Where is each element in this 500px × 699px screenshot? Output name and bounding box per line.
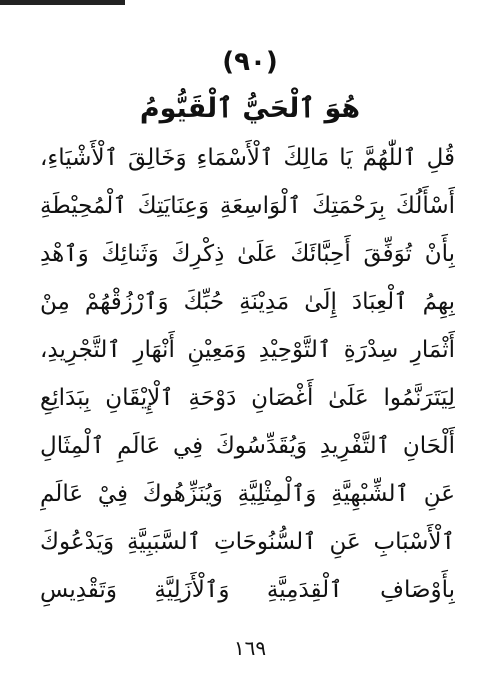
text-line: أَسْأَلُكَ بِرَحْمَتِكَ ٱلْوَاسِعَةِ وَعِنَايَتِكَ ٱلْمُحِيْطَةِ bbox=[40, 193, 455, 219]
text-line: قُلِ ٱللّٰهُمَّ يَا مَالِكَ ٱلْأَسْمَاءِ وَخَالِقَ ٱلْأَشْيَاءِ، bbox=[40, 145, 455, 171]
prayer-heading: هُوَ ٱلْحَيُّ ٱلْقَيُّومُ bbox=[139, 93, 361, 124]
prayer-number: (٩٠) bbox=[222, 47, 278, 77]
text-line: أَلْحَانِ ٱلتَّفْرِيدِ وَيُقَدِّسُوكَ فِي عَالَمِ ٱلْمِثَالِ bbox=[40, 433, 455, 459]
text-line: ٱلْأَسْبَابِ عَنِ ٱلسُّنُوحَاتِ ٱلسَّبَبِيَّةِ وَيَدْعُوكَ bbox=[40, 529, 455, 555]
text-line: لِيَتَرَنَّمُوا عَلَىٰ أَغْصَانِ دَوْحَةِ ٱلْإِيْقَانِ بِبَدَائِعِ bbox=[40, 385, 455, 411]
text-line: عَنِ ٱلشِّبْهِيَّةِ وَٱلْمِثْلِيَّةِ وَيُنَزِّهُوكَ فِيْ عَالَمِ bbox=[40, 481, 455, 507]
page-number: ١٦٩ bbox=[233, 636, 267, 660]
text-line: بِهِمُ ٱلْعِبَادَ إِلَىٰ مَدِيْنَةِ حُبِّكَ وَٱرْزُقْهُمْ مِنْ bbox=[40, 289, 455, 315]
prayer-text bbox=[40, 134, 455, 614]
text-line: أَثْمَارِ سِدْرَةِ ٱلتَّوْحِيْدِ وَمَعِيْنِ أَنْهَارِ ٱلتَّجْرِيدِ، bbox=[40, 337, 455, 363]
text-line: بِأَنْ تُوَفِّقَ أَحِبَّائَكَ عَلَىٰ ذِكْرِكَ وَثَنائِكَ وَٱهْدِ bbox=[40, 241, 455, 267]
text-line: بِأَوْصَافِ ٱلْقِدَمِيَّةِ وَٱلْأَزَلِيَّةِ وَتَقْدِيسِ bbox=[40, 577, 455, 603]
